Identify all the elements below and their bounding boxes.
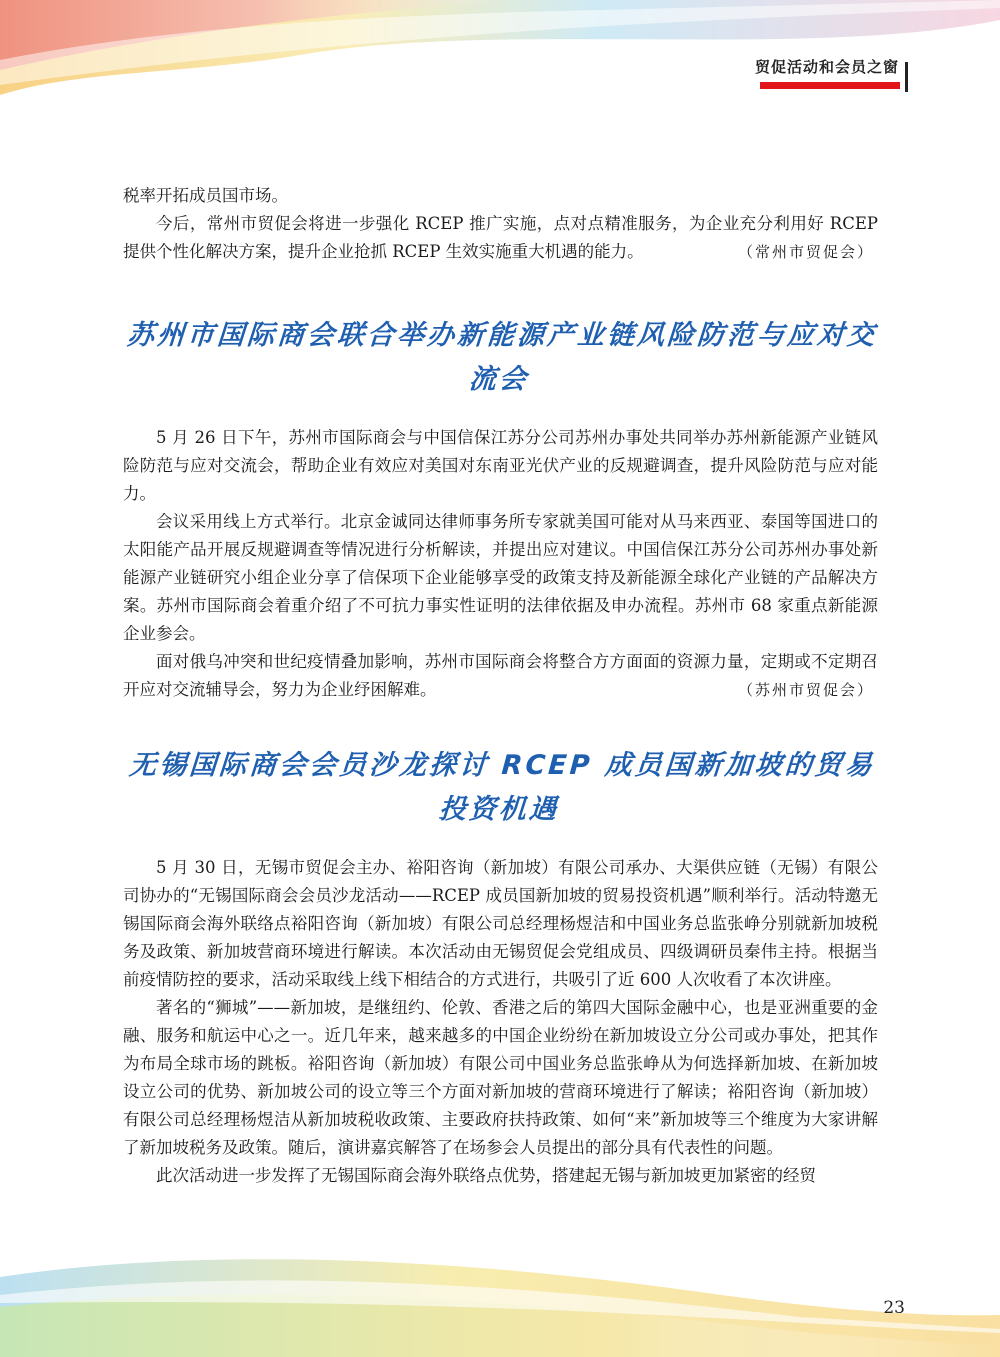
bottom-decorative-wave <box>0 1237 1000 1357</box>
paragraph <box>123 648 878 704</box>
paragraph: 著名的“狮城”——新加坡，是继纽约、伦敦、香港之后的第四大国际金融中心，也是亚洲重要的金融、服务和航运中心之一。近几年来，越来越多的中国企业纷纷在新加坡设立分公司或办事处，把其作为布局全球市场的跳板。裕阳咨询（新加坡）有限公司中国业务总监张峥从为何选择新加坡、在新加坡设立公司的优势、新加坡公司的设立等三个方面对新加坡的营商环境进行了解读；裕阳咨询（新加坡）有限公司总经理杨煜洁从新加坡税收政策、主要政府扶持政策、如何“来”新加坡等三个维度为大家讲解了新加坡税务及政策。随后，演讲嘉宾解答了在场参会人员提出的部分具有代表性的问题。 <box>123 998 878 1157</box>
page-content <box>123 182 878 1190</box>
article-wuxi <box>123 744 878 1190</box>
paragraph <box>123 210 878 266</box>
paragraph: 会议采用线上方式举行。北京金诚同达律师事务所专家就美国可能对从马来西亚、泰国等国进口的太阳能产品开展反规避调查等情况进行分析解读，并提出应对建议。中国信保江苏分公司苏州办事处新能源产业链研究小组企业分享了信保项下企业能够享受的政策支持及新能源全球化产业链的产品解决方案。苏州市国际商会着重介绍了不可抗力事实性证明的法律依据及申办流程。苏州市 68 家重点新能源企业参会。 <box>123 512 878 643</box>
article-continued <box>123 182 878 266</box>
source-credit: （常州市贸促会） <box>737 243 874 261</box>
source-credit: （苏州市贸促会） <box>737 681 874 699</box>
paragraph: 5 月 26 日下午，苏州市国际商会与中国信保江苏分公司苏州办事处共同举办苏州新能源产业链风险防范与应对交流会，帮助企业有效应对美国对东南亚光伏产业的反规避调查，提升风险防范与应对能力。 <box>123 428 878 503</box>
header-red-bar <box>760 82 900 89</box>
header-divider <box>905 62 908 92</box>
paragraph: 此次活动进一步发挥了无锡国际商会海外联络点优势，搭建起无锡与新加坡更加紧密的经贸 <box>156 1166 816 1185</box>
article-suzhou <box>123 314 878 704</box>
section-header <box>755 56 905 77</box>
page-number: 23 <box>883 1298 905 1318</box>
paragraph-text: 面对俄乌冲突和世纪疫情叠加影响，苏州市国际商会将整合方方面面的资源力量，定期或不定期召开应对交流辅导会，努力为企业纾困解难。 <box>123 652 878 699</box>
article-title: 无锡国际商会会员沙龙探讨 RCEP 成员国新加坡的贸易投资机遇 <box>128 750 876 825</box>
top-decorative-wave <box>0 0 1000 110</box>
paragraph: 税率开拓成员国市场。 <box>123 186 288 205</box>
paragraph-text: 今后，常州市贸促会将进一步强化 RCEP 推广实施，点对点精准服务，为企业充分利用好 RCEP 提供个性化解决方案，提升企业抢抓 RCEP 生效实施重大机遇的能力。 <box>123 214 878 261</box>
article-title: 苏州市国际商会联合举办新能源产业链风险防范与应对交流会 <box>125 320 879 395</box>
paragraph: 5 月 30 日，无锡市贸促会主办、裕阳咨询（新加坡）有限公司承办、大渠供应链（无锡）有限公司协办的“无锡国际商会会员沙龙活动——RCEP 成员国新加坡的贸易投资机遇”顺利举行。活动特邀无锡国际商会海外联络点裕阳咨询（新加坡）有限公司总经理杨煜洁和中国业务总监张峥分别就新加坡税务及政策、新加坡营商环境进行解读。本次活动由无锡贸促会党组成员、四级调研员秦伟主持。根据当前疫情防控的要求，活动采取线上线下相结合的方式进行，共吸引了近 600 人次收看了本次讲座。 <box>123 858 878 989</box>
section-label: 贸促活动和会员之窗 <box>754 58 899 76</box>
